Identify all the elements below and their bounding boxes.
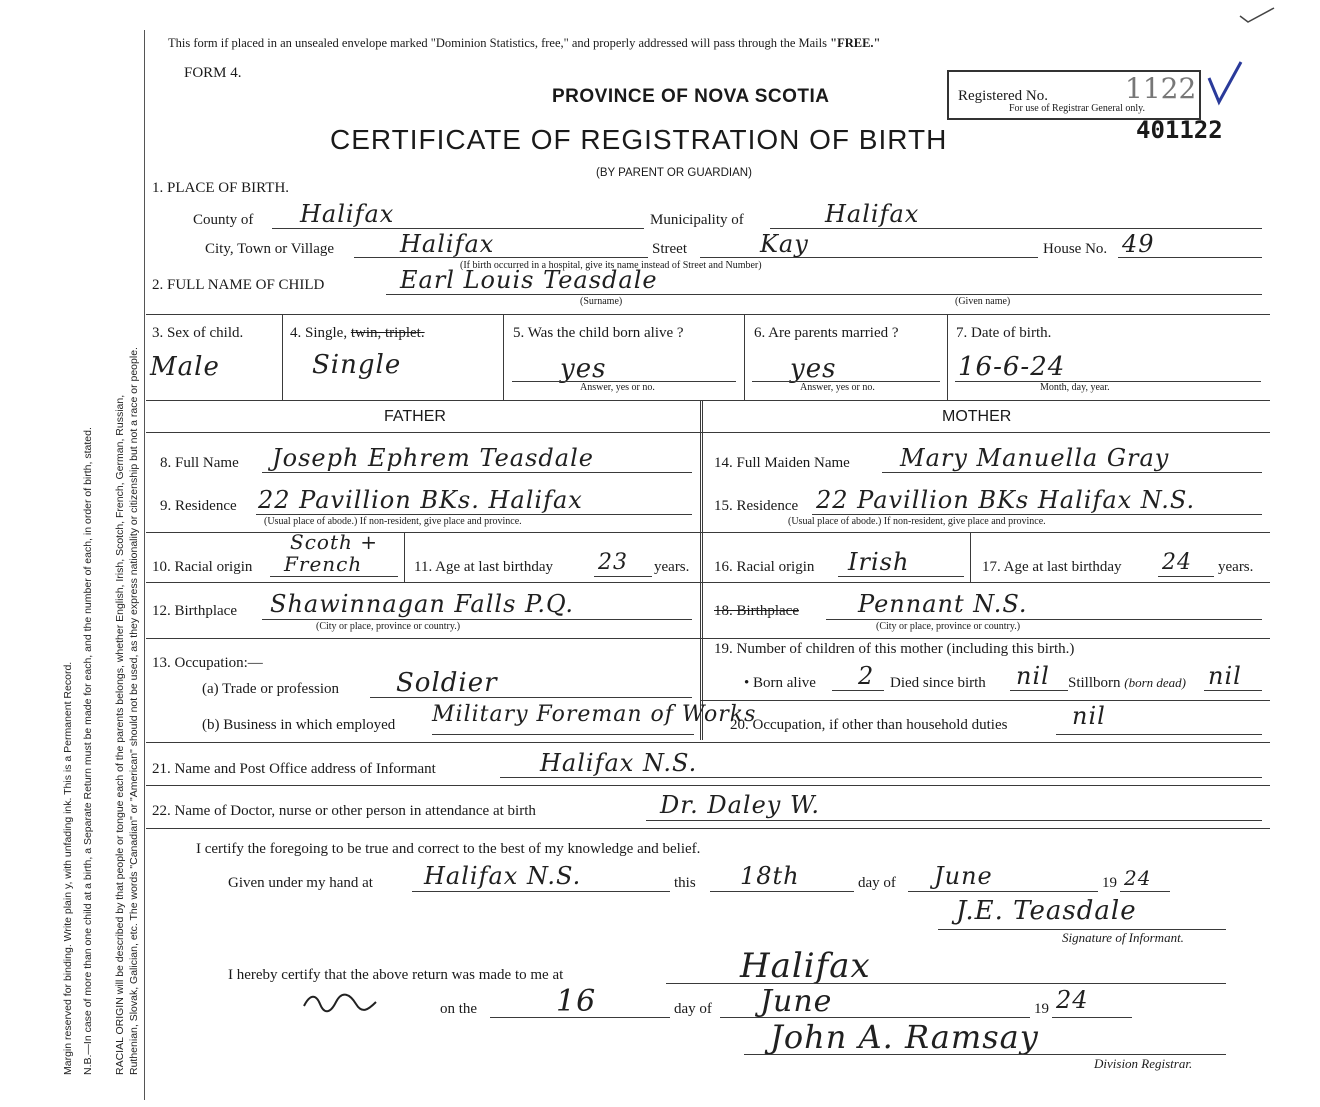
registered-label: Registered No. bbox=[958, 88, 1048, 104]
child-name-value: Earl Louis Teasdale bbox=[400, 266, 658, 294]
place-of-birth-heading: 1. PLACE OF BIRTH. bbox=[152, 180, 290, 196]
father-age-value: 23 bbox=[598, 550, 628, 575]
house-label: House No. bbox=[1043, 241, 1108, 257]
given-place-value: Halifax N.S. bbox=[424, 862, 582, 890]
mother-birthplace-label: 18. Birthplace bbox=[714, 603, 799, 619]
form-number: FORM 4. bbox=[184, 65, 242, 81]
municipality-value: Halifax bbox=[825, 200, 920, 228]
stillborn-value: nil bbox=[1208, 662, 1242, 690]
born-alive-count-label: • Born alive bbox=[744, 675, 816, 691]
year-value: 24 bbox=[1124, 866, 1152, 890]
mother-occupation-value: nil bbox=[1072, 702, 1106, 730]
sex-label: 3. Sex of child. bbox=[152, 325, 244, 341]
house-value: 49 bbox=[1122, 230, 1155, 258]
county-value: Halifax bbox=[300, 200, 395, 228]
father-age-label: 11. Age at last birthday bbox=[414, 559, 553, 575]
informant-signature: J.E. Teasdale bbox=[956, 896, 1137, 926]
checkmark-icon bbox=[1205, 58, 1245, 108]
father-name-label: 8. Full Name bbox=[160, 455, 239, 471]
registrar-place-value: Halifax bbox=[740, 946, 871, 986]
given-name-caption: (Given name) bbox=[955, 296, 1011, 307]
registrar-year-value: 24 bbox=[1056, 986, 1089, 1014]
month-value: June bbox=[934, 862, 993, 890]
father-occupation-label: 13. Occupation:— bbox=[152, 655, 263, 671]
registrar-year-prefix: 19 bbox=[1034, 1001, 1049, 1017]
margin-note-racial-origin-1: RACIAL ORIGIN will be described by that people or tongue each of the parents belongs, whether English, Irish, Scotch, French, German, Russian, bbox=[114, 394, 126, 1075]
mother-heading: MOTHER bbox=[942, 408, 1012, 425]
this-label: this bbox=[674, 875, 696, 891]
margin-note-multiple-births: N.B.—In case of more than one child at a birth, a Separate Return must be made for each, and the number of each, in order of birth, stated. bbox=[82, 427, 94, 1075]
province-title: PROVINCE OF NOVA SCOTIA bbox=[552, 86, 830, 107]
mother-residence-caption: (Usual place of abode.) If non-resident, give place and province. bbox=[788, 516, 1046, 527]
informant-label: 21. Name and Post Office address of Informant bbox=[152, 761, 436, 777]
father-racial-value-1: Scoth + bbox=[290, 530, 378, 554]
child-name-label: 2. FULL NAME OF CHILD bbox=[152, 277, 325, 293]
municipality-label: Municipality of bbox=[650, 212, 744, 228]
mother-racial-label: 16. Racial origin bbox=[714, 559, 815, 575]
certificate-title: CERTIFICATE OF REGISTRATION OF BIRTH bbox=[330, 124, 948, 155]
doctor-label: 22. Name of Doctor, nurse or other person in attendance at birth bbox=[152, 803, 536, 819]
mother-occupation-label: 20. Occupation, if other than household duties bbox=[730, 717, 1008, 733]
column-divider bbox=[700, 400, 703, 740]
mother-birthplace-value: Pennant N.S. bbox=[858, 590, 1028, 618]
day-value: 18th bbox=[740, 862, 800, 890]
trade-value: Soldier bbox=[396, 668, 498, 698]
mother-racial-value: Irish bbox=[848, 548, 910, 576]
margin-note-racial-origin-2: Ruthenian, Slovak, Galician, etc. The words "Canadian" or "American" should not be used, as they express nationality or citizenship but not a race or people. bbox=[128, 347, 140, 1075]
certificate-subtitle: (BY PARENT OR GUARDIAN) bbox=[596, 167, 752, 179]
mother-residence-label: 15. Residence bbox=[714, 498, 799, 514]
mother-age-suffix: years. bbox=[1218, 559, 1254, 575]
mother-name-value: Mary Manuella Gray bbox=[900, 444, 1170, 472]
mother-name-label: 14. Full Maiden Name bbox=[714, 455, 850, 471]
dob-value: 16-6-24 bbox=[958, 352, 1066, 382]
registrar-flourish-icon bbox=[300, 990, 380, 1016]
street-value: Kay bbox=[760, 230, 809, 258]
registered-value: 1122 bbox=[1125, 72, 1197, 105]
married-value: yes bbox=[790, 354, 837, 384]
trade-label: (a) Trade or profession bbox=[202, 681, 340, 697]
postal-notice: This form if placed in an unsealed envelope marked "Dominion Statistics, free," and properly addressed will pass through the Mails "FREE." bbox=[168, 36, 881, 50]
stillborn-label: Stillborn (born dead) bbox=[1068, 675, 1187, 691]
business-label: (b) Business in which employed bbox=[202, 717, 396, 733]
mother-age-label: 17. Age at last birthday bbox=[982, 559, 1122, 575]
father-racial-label: 10. Racial origin bbox=[152, 559, 253, 575]
father-residence-value: 22 Pavillion BKs. Halifax bbox=[258, 486, 583, 514]
dob-caption: Month, day, year. bbox=[1040, 382, 1110, 393]
binding-margin-line bbox=[144, 30, 145, 1100]
registrar-signature-caption: Division Registrar. bbox=[1094, 1056, 1193, 1071]
registrar-day-of-label: day of bbox=[674, 1001, 712, 1017]
born-alive-count-value: 2 bbox=[858, 662, 875, 690]
father-heading: FATHER bbox=[384, 408, 446, 425]
certification-statement: I certify the foregoing to be true and correct to the best of my knowledge and belief. bbox=[196, 841, 701, 857]
surname-caption: (Surname) bbox=[580, 296, 623, 307]
plurality-value: Single bbox=[312, 350, 402, 380]
registrar-month-value: June bbox=[760, 984, 833, 1019]
mother-age-value: 24 bbox=[1162, 550, 1192, 575]
margin-note-binding: Margin reserved for binding. Write plain y, with unfading ink. This is a Permanent Record. bbox=[62, 661, 74, 1075]
married-label: 6. Are parents married ? bbox=[754, 325, 899, 341]
city-label: City, Town or Village bbox=[205, 241, 335, 257]
father-residence-label: 9. Residence bbox=[160, 498, 237, 514]
registered-number-box bbox=[947, 70, 1201, 120]
father-birthplace-label: 12. Birthplace bbox=[152, 603, 237, 619]
stamp-number: 401122 bbox=[1136, 116, 1223, 144]
father-age-suffix: years. bbox=[654, 559, 690, 575]
corner-tick-icon bbox=[1238, 4, 1278, 26]
day-of-label: day of bbox=[858, 875, 896, 891]
hospital-note: (If birth occurred in a hospital, give its name instead of Street and Number) bbox=[460, 260, 762, 271]
county-label: County of bbox=[193, 212, 254, 228]
mother-residence-value: 22 Pavillion BKs Halifax N.S. bbox=[816, 486, 1196, 514]
married-caption: Answer, yes or no. bbox=[800, 382, 875, 393]
father-birthplace-value: Shawinnagan Falls P.Q. bbox=[270, 590, 575, 618]
registrar-statement: I hereby certify that the above return was made to me at bbox=[228, 967, 564, 983]
informant-value: Halifax N.S. bbox=[540, 749, 698, 777]
father-birthplace-caption: (City or place, province or country.) bbox=[316, 621, 461, 632]
born-alive-caption: Answer, yes or no. bbox=[580, 382, 655, 393]
doctor-value: Dr. Daley W. bbox=[660, 791, 821, 819]
father-racial-value-2: French bbox=[284, 552, 363, 576]
given-under-label: Given under my hand at bbox=[228, 875, 373, 891]
on-the-label: on the bbox=[440, 1001, 478, 1017]
registrar-note: For use of Registrar General only. bbox=[1009, 103, 1145, 114]
dob-label: 7. Date of birth. bbox=[956, 325, 1052, 341]
registrar-signature: John A. Ramsay bbox=[770, 1018, 1039, 1056]
mother-birthplace-caption: (City or place, province or country.) bbox=[876, 621, 1021, 632]
died-since-birth-label: Died since birth bbox=[890, 675, 986, 691]
born-alive-value: yes bbox=[560, 354, 607, 384]
business-value: Military Foreman of Works bbox=[432, 702, 757, 727]
father-residence-caption: (Usual place of abode.) If non-resident, give place and province. bbox=[264, 516, 522, 527]
father-name-value: Joseph Ephrem Teasdale bbox=[272, 444, 594, 472]
registrar-day-value: 16 bbox=[556, 984, 597, 1019]
plurality-label: 4. Single, twin, triplet. bbox=[290, 325, 425, 341]
sex-value: Male bbox=[150, 352, 220, 382]
year-prefix: 19 bbox=[1102, 875, 1117, 891]
died-since-birth-value: nil bbox=[1016, 662, 1050, 690]
children-count-label: 19. Number of children of this mother (including this birth.) bbox=[714, 641, 1075, 657]
informant-signature-caption: Signature of Informant. bbox=[1062, 930, 1184, 945]
born-alive-label: 5. Was the child born alive ? bbox=[513, 325, 684, 341]
street-label: Street bbox=[652, 241, 687, 257]
city-value: Halifax bbox=[400, 230, 495, 258]
